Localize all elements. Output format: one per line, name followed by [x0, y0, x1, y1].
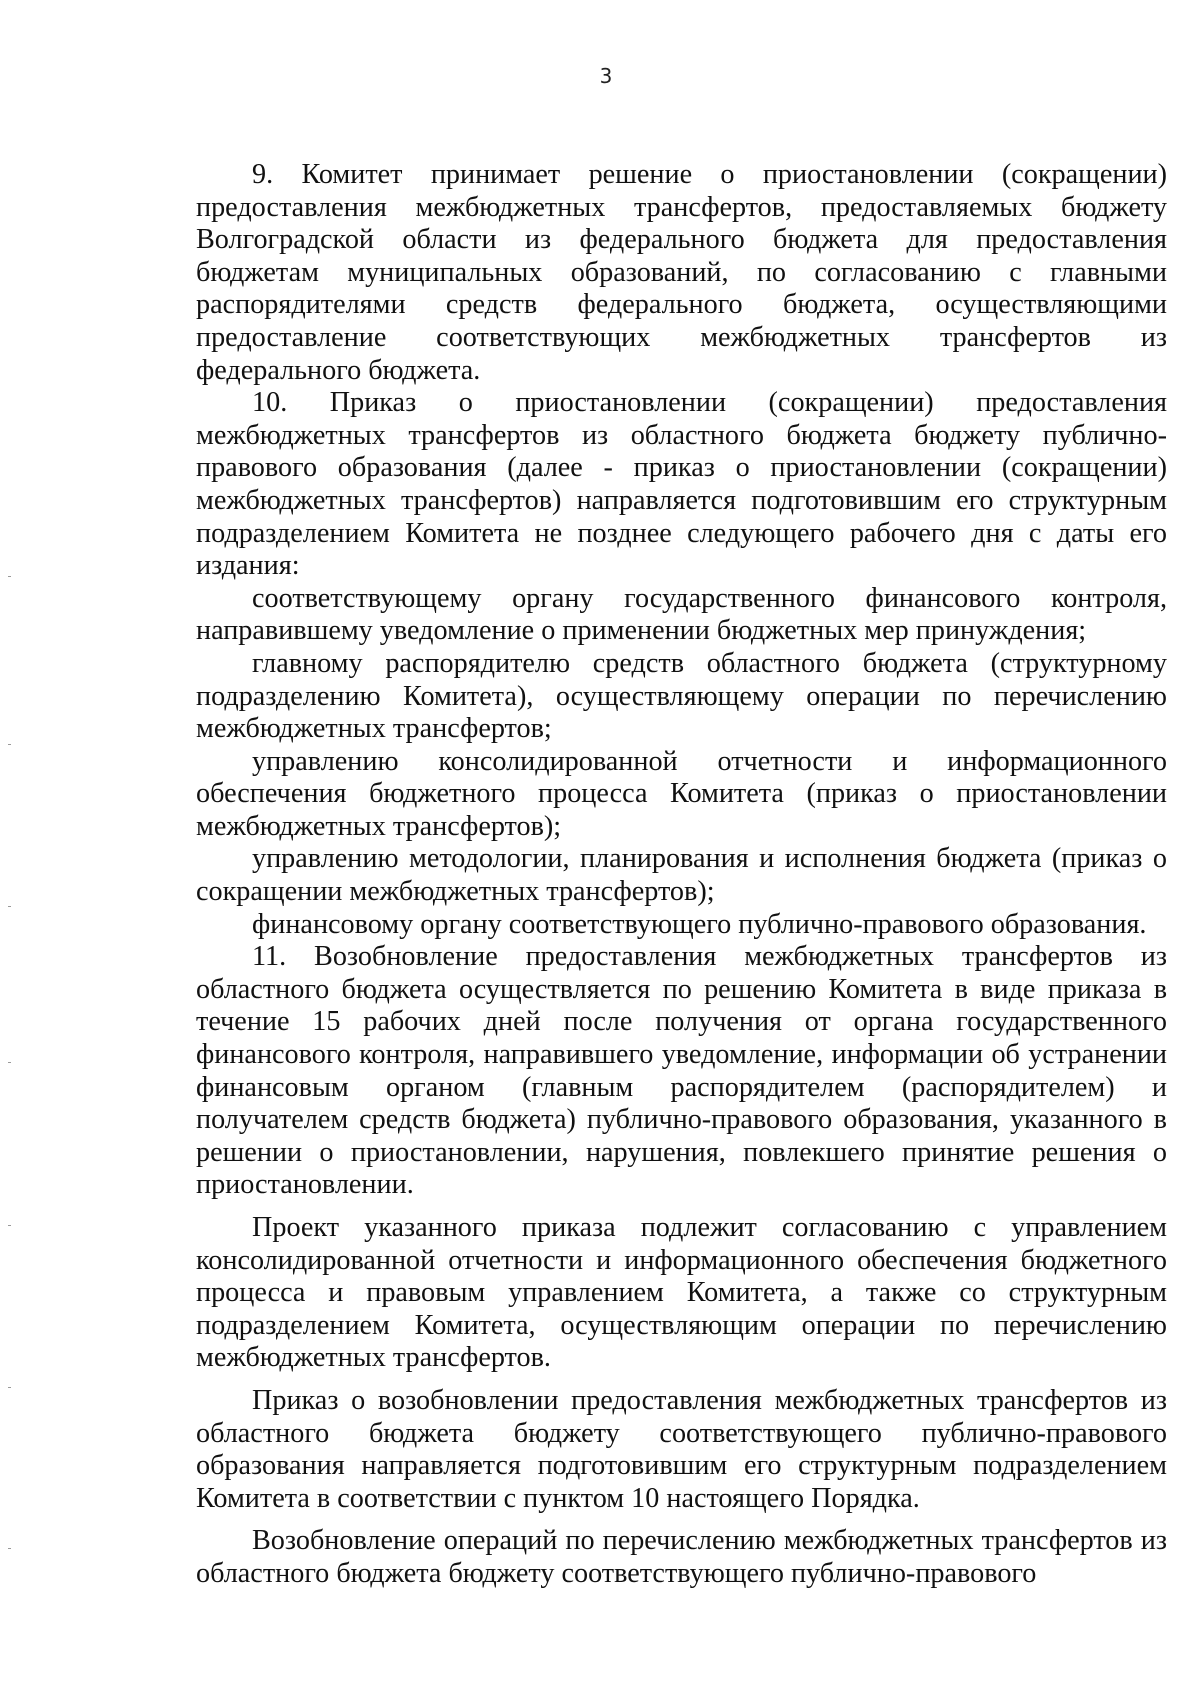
- document-body: [196, 159, 1167, 1591]
- page-number: 3: [599, 64, 613, 88]
- scan-mark: [8, 576, 11, 577]
- scan-mark: [8, 1062, 11, 1063]
- recipient-consolidated-reporting: управлению консолидированной отчетности и информационного обеспечения бюджетного процесса Комитета (приказ о приостановлении межбюджетных трансфертов);: [196, 745, 1167, 842]
- recipient-financial-body: финансовому органу соответствующего публично-правового образования.: [252, 908, 1147, 940]
- paragraph-resumption-operations: Возобновление операций по перечислению межбюджетных трансфертов из областного бюджета бюджету соответствующего публично-правового: [196, 1525, 1167, 1589]
- scan-mark: [8, 1225, 11, 1226]
- paragraph-10: 10. Приказ о приостановлении (сокращении) предоставления межбюджетных трансфертов из областного бюджета бюджету публично-правового образования (далее - приказ о приостановлении (сокращении) межбюджетных трансфертов) направляется подготовившим его структурным подразделением Комитета не позднее следующего рабочего дня с даты его издания:: [196, 387, 1167, 582]
- scan-mark: [8, 906, 11, 907]
- recipient-control-body: соответствующему органу государственного финансового контроля, направившему уведомление о применении бюджетных мер принуждения;: [196, 582, 1167, 647]
- scan-mark: [8, 1387, 11, 1388]
- paragraph-11: 11. Возобновление предоставления межбюджетных трансфертов из областного бюджета осуществляется по решению Комитета в виде приказа в течение 15 рабочих дней после получения от органа государственного финансового контроля, направившего уведомление, информации об устранении финансовым органом (главным распорядителем (распорядителем) и получателем средств бюджета) публично-правового образования, указанного в решении о приостановлении, нарушения, повлекшего принятие решения о приостановлении.: [196, 941, 1167, 1201]
- scan-mark: [8, 1548, 11, 1549]
- paragraph-resumption-order: Приказ о возобновлении предоставления межбюджетных трансфертов из областного бюджета бюджету соответствующего публично-правового образования направляется подготовившим его структурным подразделением Комитета в соответствии с пунктом 10 настоящего Порядка.: [196, 1384, 1167, 1514]
- scan-mark: [8, 744, 11, 745]
- paragraph-9: 9. Комитет принимает решение о приостановлении (сокращении) предоставления межбюджетных трансфертов, предоставляемых бюджету Волгоградской области из федерального бюджета для предоставления бюджетам муниципальных образований, по согласованию с главными распорядителями средств федерального бюджета, осуществляющими предоставление соответствующих межбюджетных трансфертов из федерального бюджета.: [196, 159, 1167, 386]
- recipient-chief-manager: главному распорядителю средств областного бюджета (структурному подразделению Комитета), осуществляющему операции по перечислению межбюджетных трансфертов;: [196, 647, 1167, 745]
- paragraph-draft-order: Проект указанного приказа подлежит согласованию с управлением консолидированной отчетности и информационного обеспечения бюджетного процесса и правовым управлением Комитета, а также со структурным подразделением Комитета, осуществляющим операции по перечислению межбюджетных трансфертов.: [196, 1212, 1167, 1374]
- recipient-methodology: управлению методологии, планирования и исполнения бюджета (приказ о сокращении межбюджетных трансфертов);: [196, 843, 1167, 908]
